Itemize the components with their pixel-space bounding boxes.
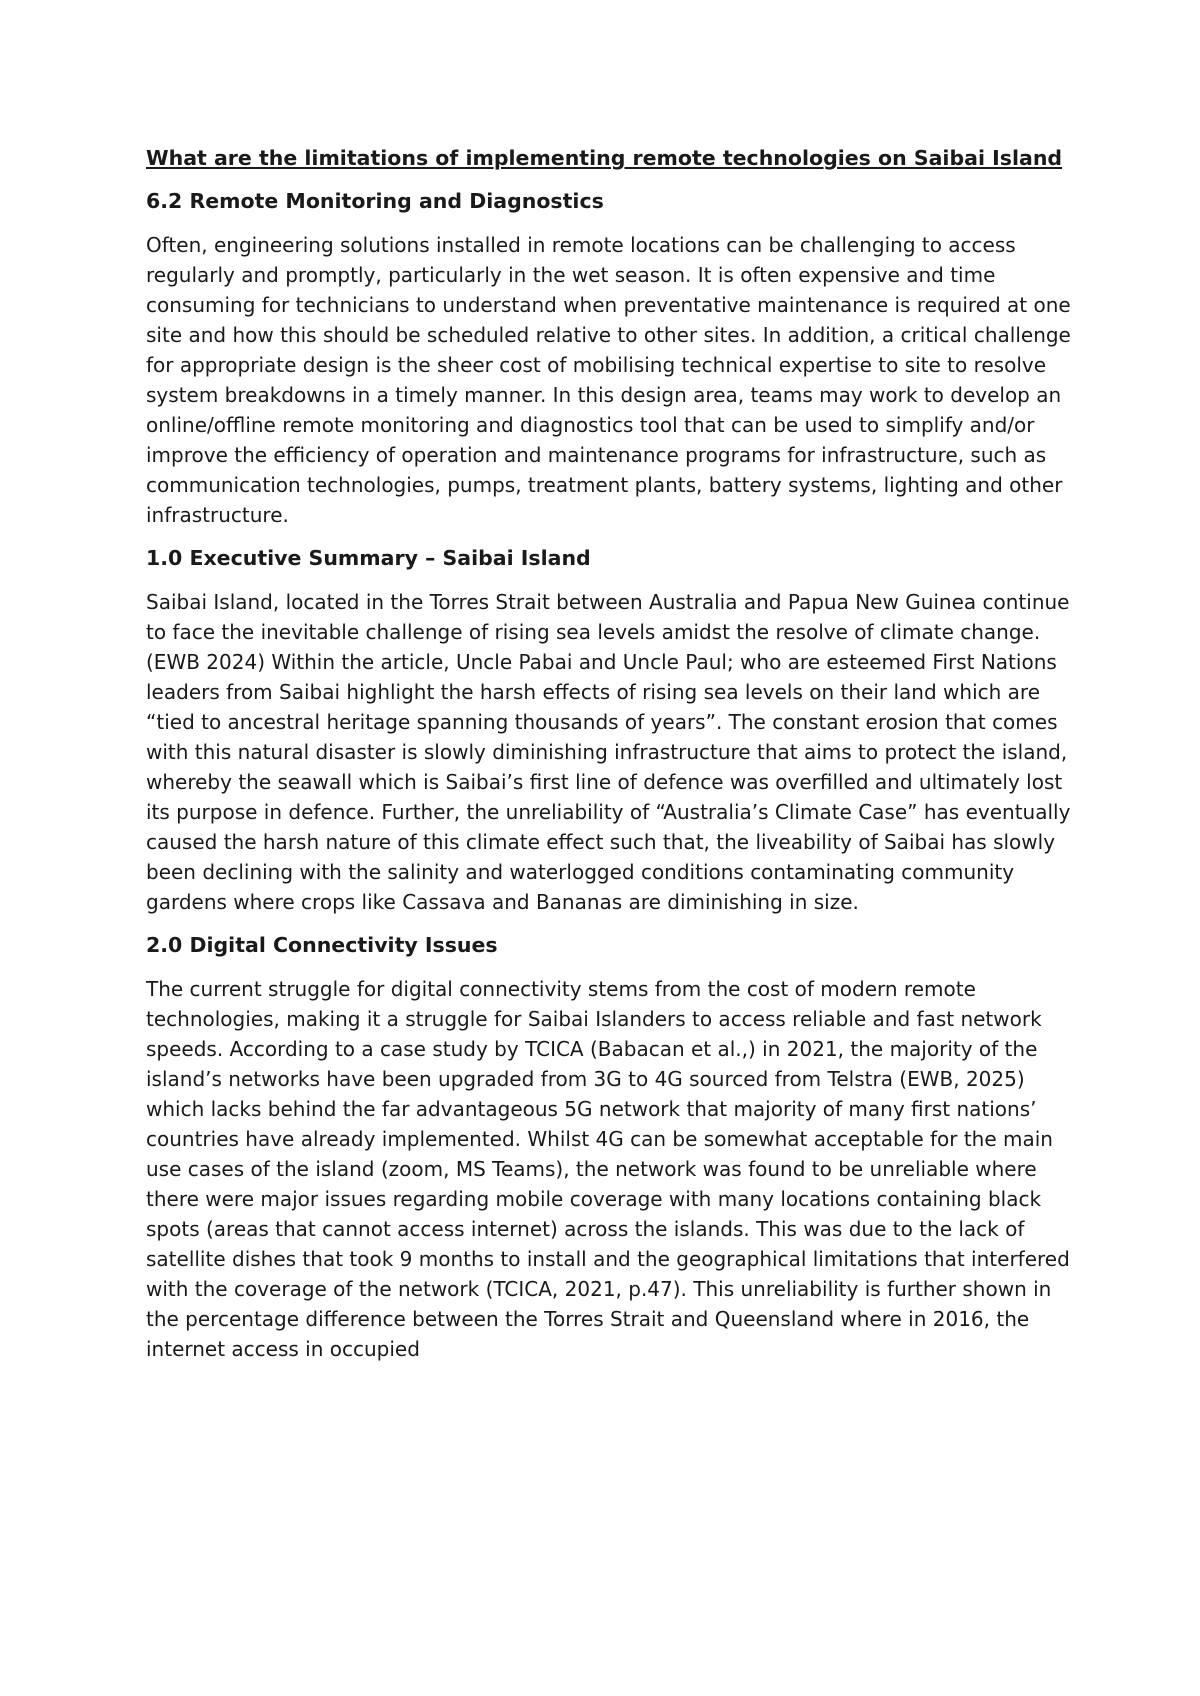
document-title: What are the limitations of implementing remote technologies on Saibai Island xyxy=(146,146,1063,170)
section-paragraph: Often, engineering solutions installed in remote locations can be challenging to access regularly and promptly, particularly in the wet season. It is often expensive and time consuming for technicians to understand when preventative maintenance is required at one site and how this should be scheduled relative to other sites. In addition, a critical challenge for appropriate design is the sheer cost of mobilising technical expertise to site to resolve system breakdowns in a timely manner. In this design area, teams may work to develop an online/offline remote monitoring and diagnostics tool that can be used to simplify and/or improve the efficiency of operation and maintenance programs for infrastructure, such as communication technologies, pumps, treatment plants, battery systems, lighting and other infrastructure. xyxy=(146,233,1071,527)
section-executive-summary xyxy=(146,544,1076,917)
section-digital-connectivity xyxy=(146,931,1076,1364)
section-heading: 2.0 Digital Connectivity Issues xyxy=(146,933,498,957)
section-paragraph: Saibai Island, located in the Torres Strait between Australia and Papua New Guinea continue to face the inevitable challenge of rising sea levels amidst the resolve of climate change. (EWB 2024) Within the article, Uncle Pabai and Uncle Paul; who are esteemed First Nations leaders from Saibai highlight the harsh effects of rising sea levels on their land which are “tied to ancestral heritage spanning thousands of years”. The constant erosion that comes with this natural disaster is slowly diminishing infrastructure that aims to protect the island, whereby the seawall which is Saibai’s first line of defence was overfilled and ultimately lost its purpose in defence. Further, the unreliability of “Australia’s Climate Case” has eventually caused the harsh nature of this climate effect such that, the liveability of Saibai has slowly been declining with the salinity and waterlogged conditions contaminating community gardens where crops like Cassava and Bananas are diminishing in size. xyxy=(146,590,1071,914)
document-page xyxy=(146,144,1076,1378)
section-remote-monitoring xyxy=(146,187,1076,530)
section-heading: 6.2 Remote Monitoring and Diagnostics xyxy=(146,189,604,213)
section-heading: 1.0 Executive Summary – Saibai Island xyxy=(146,546,591,570)
section-paragraph: The current struggle for digital connectivity stems from the cost of modern remote technologies, making it a struggle for Saibai Islanders to access reliable and fast network speeds. According to a case study by TCICA (Babacan et al.,) in 2021, the majority of the island’s networks have been upgraded from 3G to 4G sourced from Telstra (EWB, 2025) which lacks behind the far advantageous 5G network that majority of many first nations’ countries have already implemented. Whilst 4G can be somewhat acceptable for the main use cases of the island (zoom, MS Teams), the network was found to be unreliable where there were major issues regarding mobile coverage with many locations containing black spots (areas that cannot access internet) across the islands. This was due to the lack of satellite dishes that took 9 months to install and the geographical limitations that interfered with the coverage of the network (TCICA, 2021, p.47). This unreliability is further shown in the percentage difference between the Torres Strait and Queensland where in 2016, the internet access in occupied xyxy=(146,977,1070,1361)
